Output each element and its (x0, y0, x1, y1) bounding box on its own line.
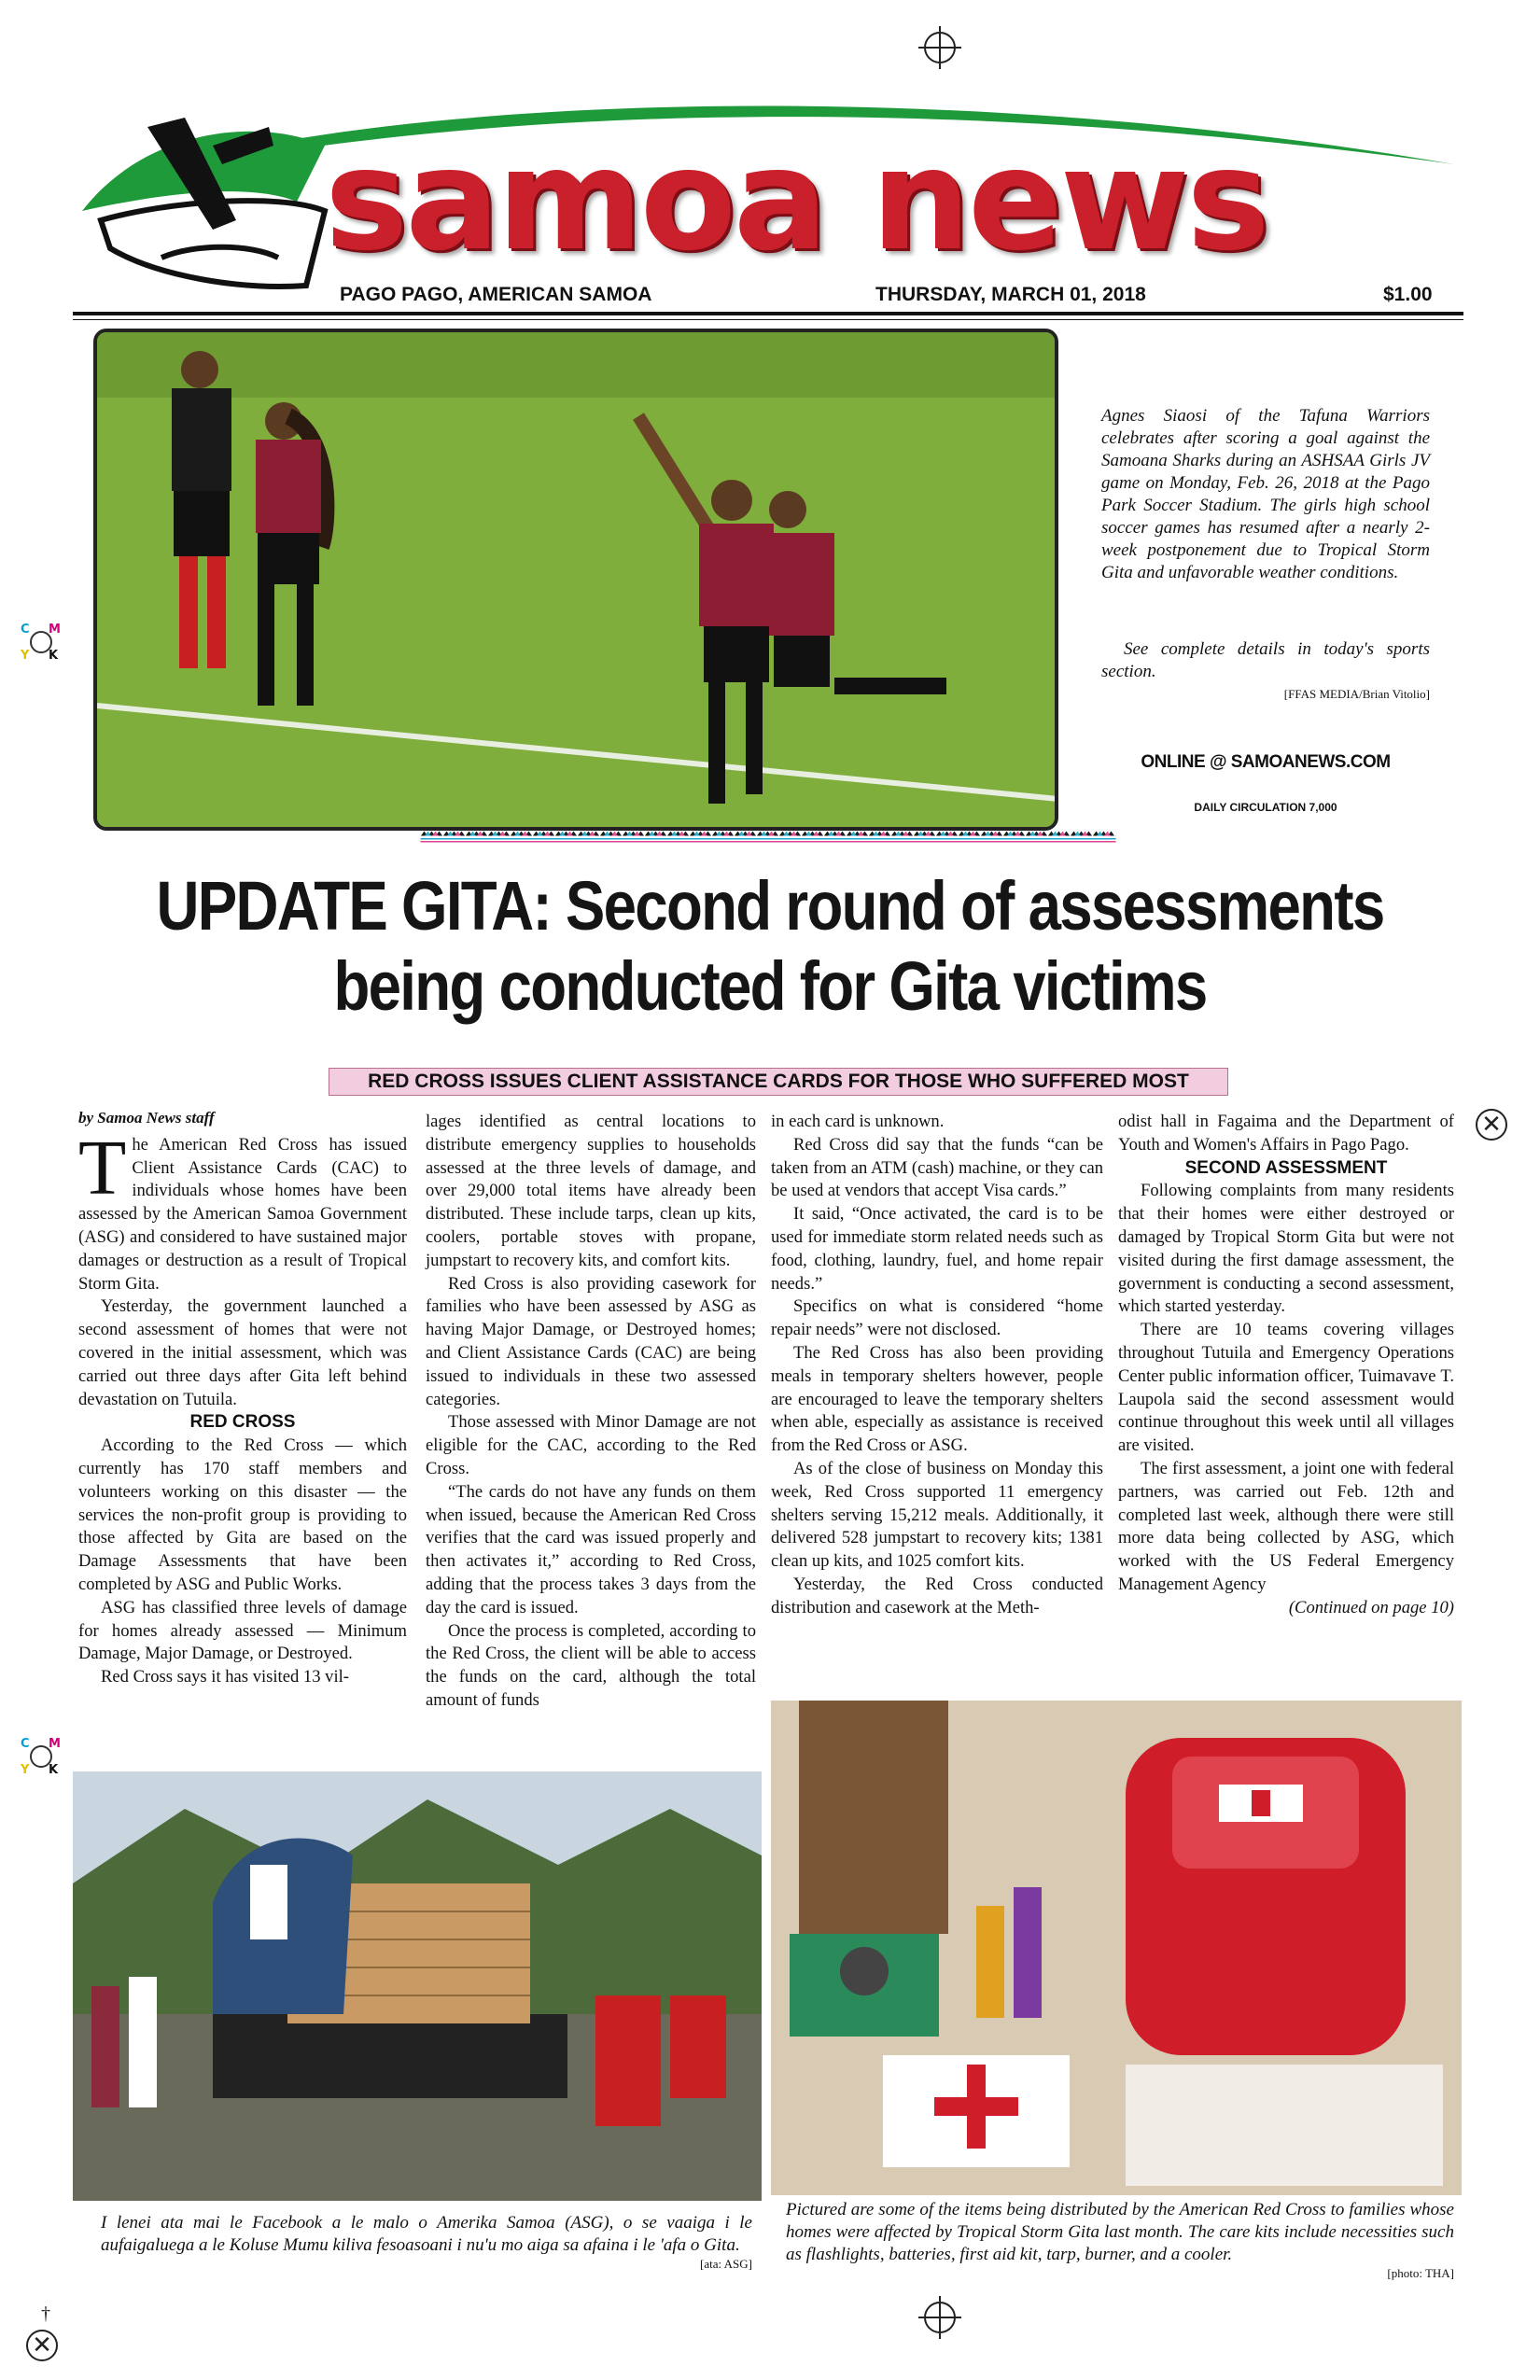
soccer-scene (97, 332, 1058, 831)
care-kit-scene (771, 1701, 1462, 2195)
article-para: in each card is unknown. (771, 1112, 945, 1131)
article-para: Red Cross did say that the funds “can be taken from an ATM (cash) machine, or they can be used at vendors that accept Visa cards.” (771, 1134, 1103, 1201)
cmyk-y: Y (21, 649, 30, 663)
top-photo-credit: [FFAS MEDIA/Brian Vitolio] (1283, 687, 1430, 701)
bottom-left-caption: I lenei ata mai le Facebook a le malo o Amerika Samoa (ASG), o se vaaiga i le aufaigaluega a le Koluse Mumu kiliva fesoasoani i nu'u mo aiga sa afaina i le 'afa o Gita. (101, 2213, 752, 2255)
section-head-red-cross: RED CROSS (189, 1412, 296, 1433)
masthead-rule-thin (73, 319, 1463, 320)
continued-note: (Continued on page 10) (1288, 1597, 1454, 1617)
bottom-left-photo-red-cross-truck (73, 1771, 762, 2201)
article-para: According to the Red Cross — which currently has 170 staff members and volunteers working on this disaster — the services the non-profit group is providing to those affected by Gita are based on the Damage Assessments that have been completed by ASG and Public Works. (78, 1435, 407, 1594)
online-link[interactable]: ONLINE @ SAMOANEWS.COM (1141, 752, 1391, 772)
daily-circulation: DAILY CIRCULATION 7,000 (1194, 801, 1337, 814)
article-para: The Red Cross has also been providing meals in temporary shelters however, people are encouraged to leave the temporary shelters when able, especially as assistance is received from the Red Cross or ASG. (771, 1342, 1103, 1456)
subhead-banner: RED CROSS ISSUES CLIENT ASSISTANCE CARDS FOR THOSE WHO SUFFERED MOST (329, 1068, 1228, 1096)
cmyk-mark-top (21, 623, 60, 663)
article-para: ASG has classified three levels of damage for homes already assessed — Minimum Damage, Major Damage, or Destroyed. (78, 1597, 407, 1664)
masthead-title: samoa news (325, 119, 1267, 282)
top-photo-soccer (93, 329, 1058, 831)
cmyk-c: C (21, 623, 30, 637)
article-para: As of the close of business on Monday this week, Red Cross supported 11 emergency shelters serving 15,212 meals. Additionally, it delivered 528 jumpstart to recovery kits; 1381 clean up kits, and 1025 comfort kits. (771, 1458, 1103, 1572)
cmyk-c: C (21, 1737, 30, 1751)
masthead-rule-thick (73, 312, 1463, 315)
byline: by Samoa News staff (78, 1109, 215, 1127)
decorative-triangle-band (73, 831, 1463, 846)
cmyk-k: K (49, 1763, 59, 1777)
article-para: odist hall in Fagaima and the Department of Youth and Women's Affairs in Pago Pago. (1118, 1112, 1454, 1155)
article-para: Yesterday, the Red Cross conducted distribution and casework at the Meth- (771, 1574, 1103, 1617)
article-column-3 (771, 1111, 1103, 1620)
dagger-mark-icon: † (41, 2303, 50, 2324)
article-para: Once the process is completed, according to the Red Cross, the client will be able to access the funds on the card, although the total amount of funds (426, 1620, 756, 1710)
article-para: Those assessed with Minor Damage are not eligible for the CAC, according to the Red Cross. (426, 1412, 756, 1478)
bottom-right-credit: [photo: THA] (1387, 2266, 1454, 2280)
article-para: Red Cross says it has visited 13 vil- (101, 1667, 349, 1687)
bottom-left-credit: [ata: ASG] (700, 2257, 752, 2271)
bottom-right-photo-care-kits (771, 1701, 1462, 2195)
logo-emblem-icon (73, 90, 334, 304)
cmyk-y: Y (21, 1763, 30, 1777)
section-head-second-assessment: SECOND ASSESSMENT (1184, 1157, 1388, 1178)
headline-line-2: being conducted for Gita victims (333, 947, 1207, 1025)
cmyk-k: K (49, 649, 59, 663)
cmyk-target-icon (30, 1745, 52, 1768)
bottom-right-caption: Pictured are some of the items being distributed by the American Red Cross to families whose homes were affected by Tropical Storm Gita last month. The care kits include necessities such as flashlights, batteries, first aid kit, tarp, burner, and a cooler. (786, 2200, 1454, 2264)
article-para: lages identified as central locations to distribute emergency supplies to households assessed at the three levels of damage, and over 29,000 total items have already been distributed. These include tarps, clean up kits, coolers, portable stoves with propane, jumpstart to recovery kits, and comfort kits. (426, 1112, 756, 1270)
crop-mark-right-icon: ✕ (1476, 1109, 1507, 1141)
dateline-location: PAGO PAGO, AMERICAN SAMOA (340, 284, 652, 305)
article-para (78, 1124, 407, 1296)
cmyk-mark-bottom (21, 1738, 60, 1777)
truck-scene (73, 1771, 762, 2201)
registration-mark-bottom (924, 2302, 956, 2333)
headline-line-1: UPDATE GITA: Second round of assessments (156, 867, 1384, 945)
article-column-1 (78, 1107, 407, 1689)
article-para: Red Cross is also providing casework for families who have been assessed by ASG as having Major Damage, or Destroyed homes; and Client Assistance Cards (CAC) are being issued to individuals in these two assessed categories. (426, 1273, 756, 1409)
article-text: he American Red Cross has issued Client Assistance Cards (CAC) to individuals whose homes have been assessed by the American Samoa Government (ASG) and considered to have sustained major damages or destruction as a result of Tropical Storm Gita. (78, 1134, 407, 1294)
cmyk-m: M (49, 623, 61, 637)
article-para: There are 10 teams covering villages throughout Tutuila and Emergency Operations Center public information officer, Tuimavave T. Laupola said the second assessment would continue throughout this week until all villages are visited. (1118, 1320, 1454, 1456)
article-para: Following complaints from many residents that their homes were either destroyed or damaged by Tropical Storm Gita but were not visited during the first damage assessment, the government is conducting a second assessment, which started yesterday. (1118, 1181, 1454, 1317)
dateline-date: THURSDAY, MARCH 01, 2018 (875, 284, 1146, 305)
crop-mark-bottom-left-icon: ✕ (26, 2330, 58, 2361)
article-para: It said, “Once activated, the card is to be used for immediate storm related needs such as food, clothing, laundry, fuel, and home repair needs.” (771, 1204, 1103, 1294)
cmyk-m: M (49, 1737, 61, 1751)
article-para: Specifics on what is considered “home repair needs” were not disclosed. (771, 1296, 1103, 1340)
top-photo-caption: Agnes Siaosi of the Tafuna Warriors celebrates after scoring a goal against the Samoana Sharks during an ASHSAA Girls JV game on Monday, Feb. 26, 2018 at the Pago Park Soccer Stadium. The girls high school soccer games has resumed after a nearly 2-week postponement due to Tropical Storm Gita and unfavorable weather conditions. (1101, 406, 1430, 582)
price: $1.00 (1383, 284, 1433, 305)
article-para: Yesterday, the government launched a second assessment of homes that were not covered in the initial assessment, which was carried out three days after Gita left behind devastation on Tutuila. (78, 1296, 407, 1409)
drop-cap: T (78, 1124, 127, 1211)
cmyk-target-icon (30, 631, 52, 653)
article-para: The first assessment, a joint one with federal partners, was carried out Feb. 12th and completed last week, although there were still more data being collected by ASG, which worked with the US Federal Emergency Management Agency (1118, 1458, 1454, 1594)
article-column-2 (426, 1111, 756, 1713)
registration-mark-top (924, 32, 956, 63)
article-column-4 (1118, 1111, 1454, 1620)
masthead (73, 80, 1463, 314)
top-photo-caption-2: See complete details in today's sports section. (1101, 639, 1430, 681)
article-para: “The cards do not have any funds on them when issued, because the American Red Cross verifies that the card was issued properly and then activates it,” according to Red Cross, adding that the process takes 3 days from the day the card is issued. (426, 1481, 756, 1617)
headline (108, 866, 1433, 1027)
